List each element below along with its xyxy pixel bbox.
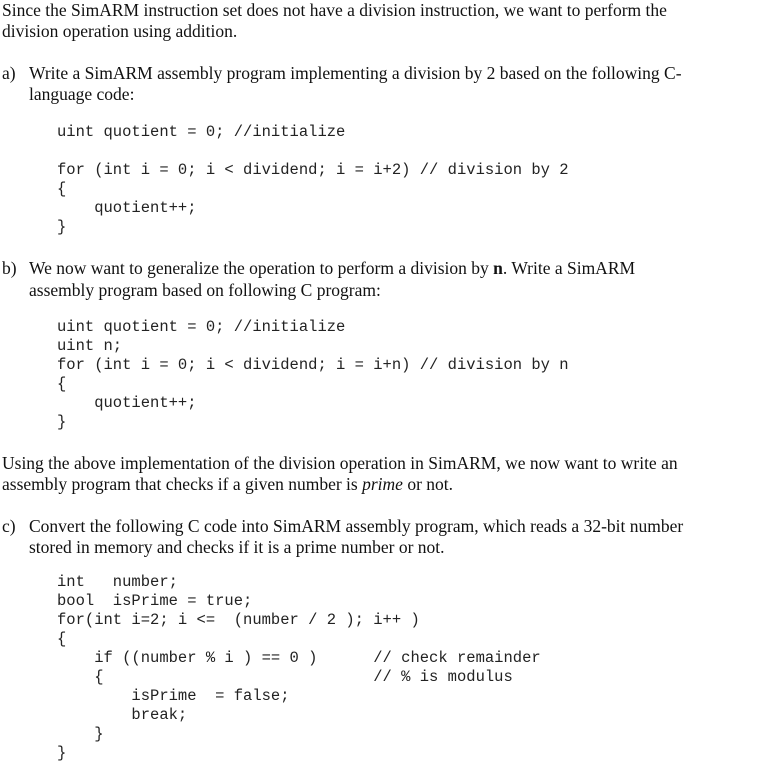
part-b-line-1-post: . Write a SimARM	[502, 258, 636, 278]
part-c-code-line: isPrime = false;	[57, 687, 290, 705]
part-c-marker: c)	[2, 516, 16, 536]
intro-line-1: Since the SimARM instruction set does not have a division instruction, we want to perform the	[2, 0, 667, 20]
transition-line-2	[2, 474, 453, 495]
transition-line-2-post: or not.	[402, 474, 454, 494]
part-b-code-line: for (int i = 0; i < dividend; i = i+n) // division by n	[57, 356, 569, 374]
part-c-line-2: stored in memory and checks if it is a prime number or not.	[29, 537, 445, 557]
part-c-code-line: {	[57, 630, 67, 648]
part-b-marker: b)	[2, 258, 17, 278]
part-c-code-line: for(int i=2; i <= (number / 2 ); i++ )	[57, 611, 420, 629]
part-a-marker: a)	[2, 63, 16, 83]
transition-italic-prime: prime	[362, 474, 403, 494]
part-c-code-line: }	[57, 744, 67, 762]
part-b-code-line: }	[57, 413, 67, 431]
part-c-code-line: int number;	[57, 573, 178, 591]
part-c-code-line: bool isPrime = true;	[57, 592, 253, 610]
part-c-code-line: { // % is modulus	[57, 668, 513, 686]
part-b-line-1-pre: We now want to generalize the operation to perform a division by	[29, 258, 494, 278]
part-b-code-line: quotient++;	[57, 394, 197, 412]
part-c-line-1: Convert the following C code into SimARM assembly program, which reads a 32-bit number	[29, 516, 684, 536]
part-a-code-line: uint quotient = 0; //initialize	[57, 123, 346, 141]
part-a-code-line: for (int i = 0; i < dividend; i = i+2) // division by 2	[57, 161, 569, 179]
transition-line-1: Using the above implementation of the division operation in SimARM, we now want to write an	[2, 453, 678, 473]
transition-line-2-pre: assembly program that checks if a given number is	[2, 474, 363, 494]
part-a-code-line: {	[57, 180, 67, 198]
part-b-bold-n: n	[493, 258, 503, 278]
part-b-line-2: assembly program based on following C program:	[29, 280, 381, 300]
part-c-code-line: if ((number % i ) == 0 ) // check remainder	[57, 649, 541, 667]
intro-line-2: division operation using addition.	[2, 21, 238, 41]
part-a-line-2: language code:	[29, 84, 135, 104]
part-a-line-1: Write a SimARM assembly program implementing a division by 2 based on the following C-	[29, 63, 682, 83]
part-c-code-line: break;	[57, 706, 188, 724]
part-b-code-line: {	[57, 375, 67, 393]
part-b-code-line: uint quotient = 0; //initialize	[57, 318, 346, 336]
part-c-code-line: }	[57, 725, 104, 743]
part-a-code-line: }	[57, 218, 67, 236]
part-a-code-line: quotient++;	[57, 199, 197, 217]
part-b-line-1	[29, 258, 635, 279]
part-b-code-line: uint n;	[57, 337, 123, 355]
